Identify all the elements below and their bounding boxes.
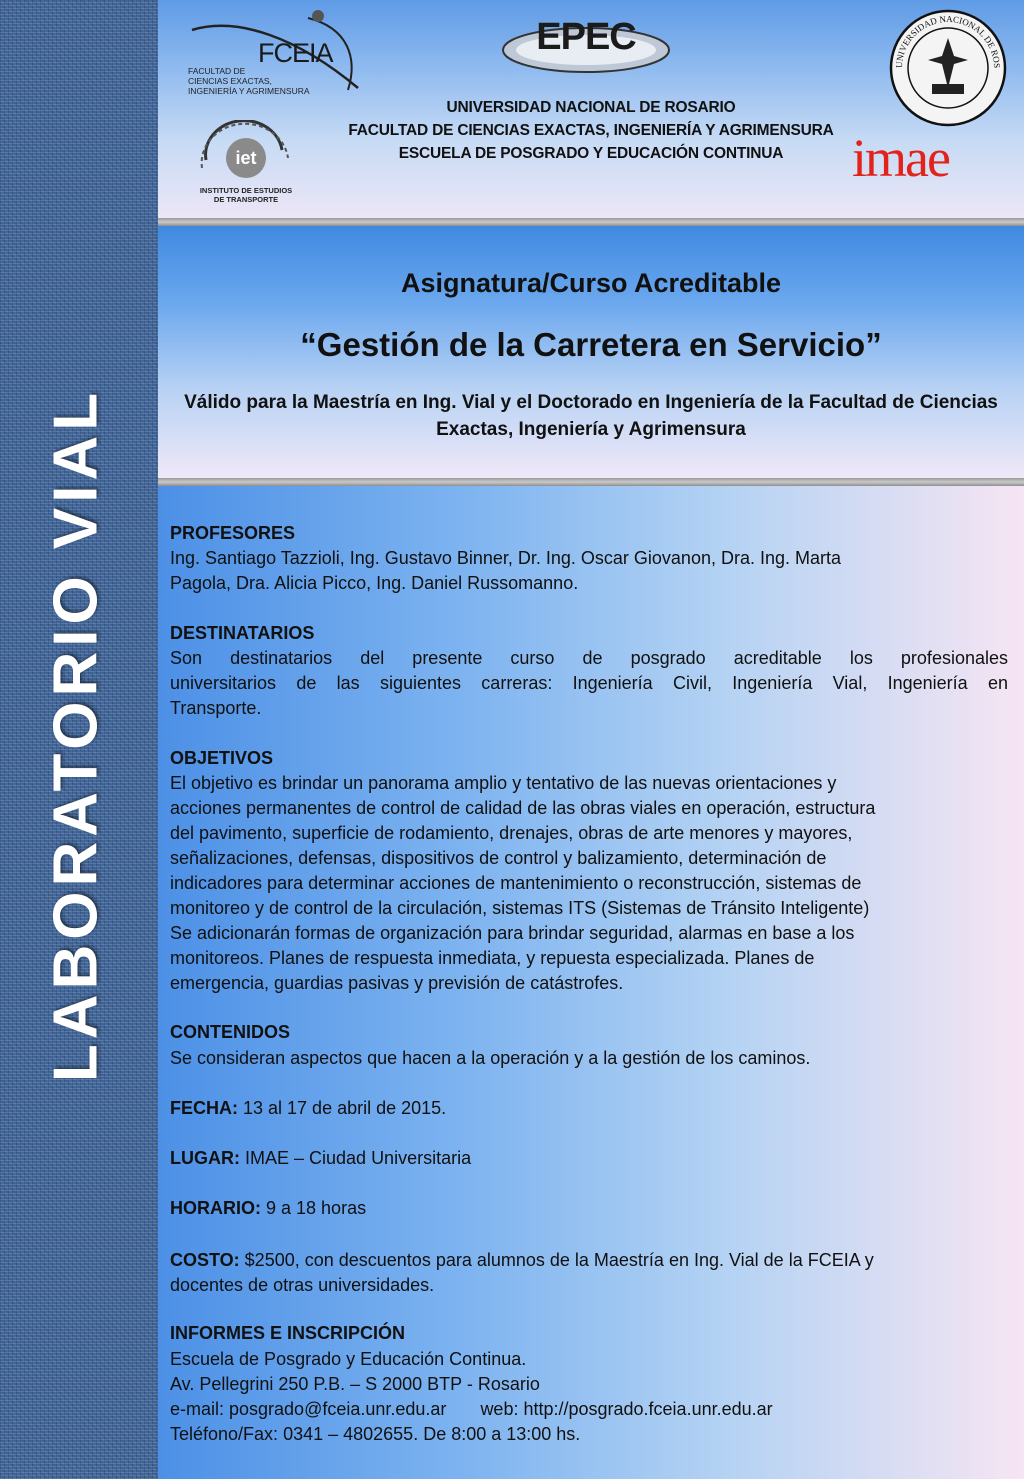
- lugar-row: [170, 1148, 471, 1169]
- header: [158, 0, 1024, 218]
- phone-text: Teléfono/Fax: 0341 – 4802655. De 8:00 a 13:00 hs.: [170, 1424, 581, 1444]
- costo-label: COSTO:: [170, 1250, 240, 1270]
- profesores-title: PROFESORES: [170, 523, 296, 543]
- sidebar-title: LABORATORIO VIAL: [41, 387, 111, 1083]
- destinatarios-text: Son destinatarios del presente curso de posgrado acreditable los profesionales universitarios de las siguientes carreras: Ingeniería Civil, Ingeniería Vial, Ingeniería en Transporte.: [170, 648, 1008, 718]
- course-divider: [158, 478, 1024, 486]
- fecha-value: 13 al 17 de abril de 2015.: [238, 1098, 447, 1118]
- informes-title: INFORMES E INSCRIPCIÓN: [170, 1323, 406, 1343]
- unr-seal-text: UNIVERSIDAD NACIONAL DE ROS: [893, 13, 1003, 69]
- header-university: UNIVERSIDAD NACIONAL DE ROSARIO: [446, 99, 736, 116]
- contenidos-title: CONTENIDOS: [170, 1022, 291, 1042]
- objetivos-title: OBJETIVOS: [170, 748, 274, 768]
- iet-caption: INSTITUTO DE ESTUDIOS DE TRANSPORTE: [199, 186, 293, 204]
- fceia-logo: [188, 8, 368, 100]
- objetivos-text: El objetivo es brindar un panorama amplio y tentativo de las nuevas orientaciones y acciones permanentes de control de calidad de las obras viales en operación, estructura del pavimento, superficie de rodamiento, drenajes, obras de arte menores y mayores, señalizaciones, defensas, dispositivos de control y balizamiento, determinación de indicadores para determinar acciones de mantenimiento o reconstrucción, sistemas de monitoreo y de control de la circulación, sistemas ITS (Sistemas de Tránsito Inteligente) Se adicionarán formas de organización para brindar seguridad, alarmas en base a los monitoreos. Planes de respuesta inmediata, y repuesta especializada. Planes de emergencia, guardias pasivas y previsión de catástrofes.: [170, 773, 876, 993]
- fceia-caption: FACULTAD DE CIENCIAS EXACTAS, INGENIERÍA Y AGRIMENSURA: [188, 66, 310, 96]
- horario-row: [170, 1198, 366, 1219]
- course-validity: Válido para la Maestría en Ing. Vial y el Doctorado en Ingeniería de la Facultad de Ciencias Exactas, Ingeniería y Agrimensura: [184, 392, 998, 440]
- costo-value-2: docentes de otras universidades.: [170, 1275, 435, 1295]
- header-divider: [158, 218, 1024, 226]
- email-link[interactable]: e-mail: posgrado@fceia.unr.edu.ar: [170, 1399, 447, 1419]
- course-name: “Gestión de la Carretera en Servicio”: [300, 326, 882, 363]
- profesores-text: Ing. Santiago Tazzioli, Ing. Gustavo Binner, Dr. Ing. Oscar Giovanon, Dra. Ing. Marta Pagola, Dra. Alicia Picco, Ing. Daniel Russomanno.: [170, 548, 842, 593]
- lugar-value: IMAE – Ciudad Universitaria: [240, 1148, 472, 1168]
- informes-contact-line: [170, 1397, 1008, 1422]
- costo-row: [170, 1248, 874, 1298]
- web-link[interactable]: web: http://posgrado.fceia.unr.edu.ar: [480, 1399, 773, 1419]
- header-school: ESCUELA DE POSGRADO Y EDUCACIÓN CONTINUA: [398, 145, 784, 162]
- contenidos-text: Se consideran aspectos que hacen a la operación y a la gestión de los caminos.: [170, 1048, 811, 1068]
- fceia-name: FCEIA: [258, 38, 333, 68]
- horario-label: HORARIO:: [170, 1198, 261, 1218]
- iet-name: iet: [235, 148, 257, 168]
- imae-logo: imae: [852, 128, 949, 188]
- lugar-label: LUGAR:: [170, 1148, 240, 1168]
- epec-name: EPEC: [536, 16, 636, 58]
- horario-value: 9 a 18 horas: [261, 1198, 367, 1218]
- costo-value: $2500, con descuentos para alumnos de la Maestría en Ing. Vial de la FCEIA y: [239, 1250, 874, 1270]
- header-faculty: FACULTAD DE CIENCIAS EXACTAS, INGENIERÍA Y AGRIMENSURA: [348, 122, 834, 139]
- course-type: Asignatura/Curso Acreditable: [400, 268, 782, 298]
- informes-text: Escuela de Posgrado y Educación Continua. Av. Pellegrini 250 P.B. – S 2000 BTP - Rosario e-mail: posgrado@fceia.unr.edu.ar web: http://posgrado.fceia.unr.edu.ar Teléfono/Fax: 0341 – 4802655. De 8:00 a 13:00 hs.: [170, 1347, 1008, 1447]
- sidebar: [0, 0, 158, 1479]
- destinatarios-line-1: Son destinatarios del presente curso de posgrado acreditable los profesionales: [170, 648, 1008, 668]
- destinatarios-line-2: universitarios de las siguientes carreras: Ingeniería Civil, Ingeniería Vial, Ingeniería en: [170, 673, 1008, 693]
- course-block: [158, 226, 1024, 478]
- epec-logo: [500, 14, 672, 78]
- fecha-label: FECHA:: [170, 1098, 238, 1118]
- destinatarios-title: DESTINATARIOS: [170, 623, 315, 643]
- fecha-row: [170, 1098, 446, 1119]
- course-details: [158, 486, 1024, 1479]
